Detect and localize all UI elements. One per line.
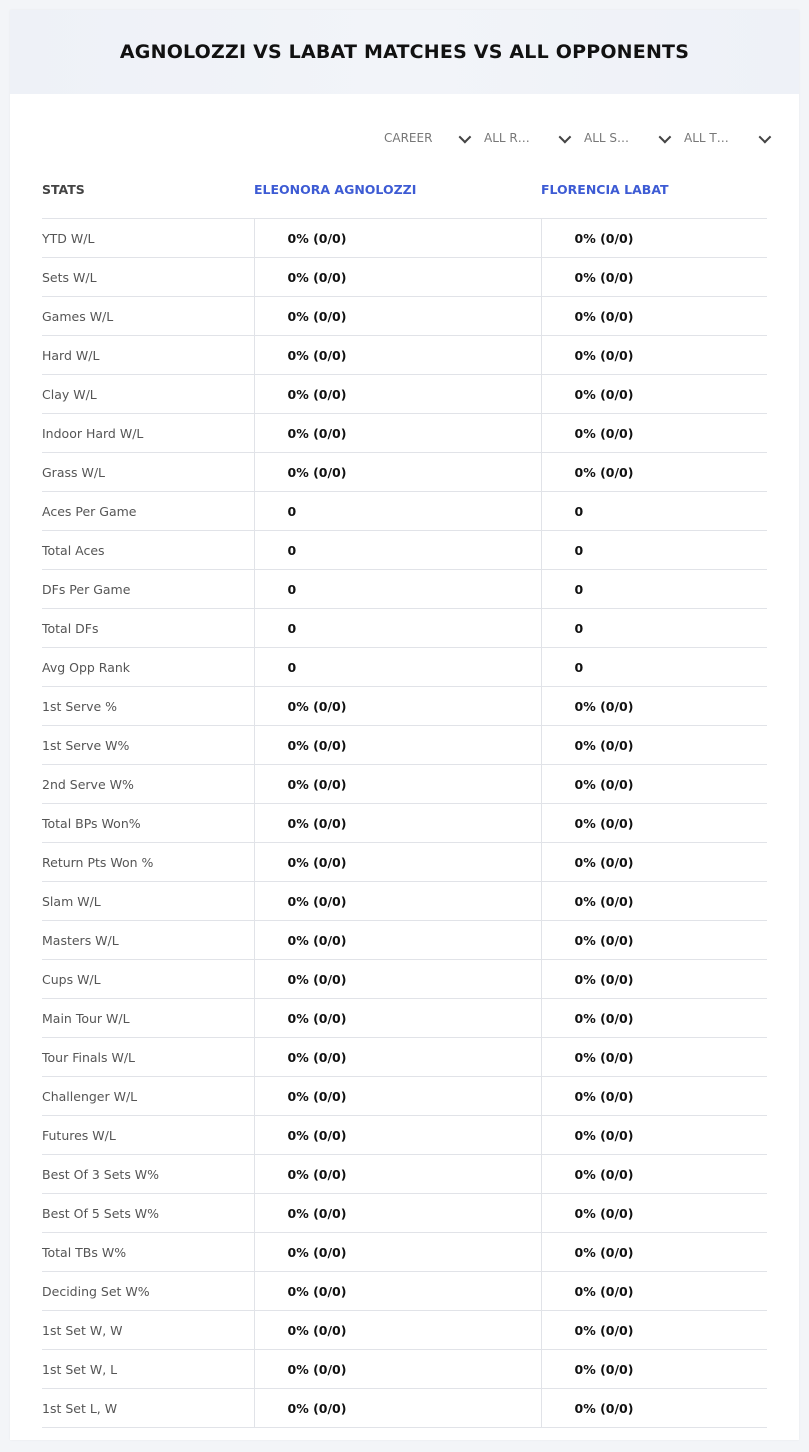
stat-label: Tour Finals W/L xyxy=(42,1038,254,1077)
player1-value: 0% (0/0) xyxy=(254,1116,541,1155)
stat-label: YTD W/L xyxy=(42,219,254,258)
player1-value: 0% (0/0) xyxy=(254,765,541,804)
filter-surface-label: ALL S… xyxy=(584,131,630,145)
stat-label: Games W/L xyxy=(42,297,254,336)
table-row xyxy=(42,765,767,804)
player2-value: 0% (0/0) xyxy=(541,1194,767,1233)
table-row xyxy=(42,1350,767,1389)
player1-value: 0% (0/0) xyxy=(254,1350,541,1389)
page-header xyxy=(10,10,799,94)
player2-value: 0% (0/0) xyxy=(541,1272,767,1311)
filter-tournament-select[interactable] xyxy=(680,128,780,148)
stat-label: Clay W/L xyxy=(42,375,254,414)
table-row xyxy=(42,219,767,258)
stat-label: 1st Serve % xyxy=(42,687,254,726)
table-row xyxy=(42,492,767,531)
table-header-row xyxy=(42,160,767,219)
player2-value: 0% (0/0) xyxy=(541,882,767,921)
player2-value: 0% (0/0) xyxy=(541,1077,767,1116)
stats-column-header: STATS xyxy=(42,160,254,219)
stat-label: 1st Set W, L xyxy=(42,1350,254,1389)
table-row xyxy=(42,336,767,375)
player1-value: 0% (0/0) xyxy=(254,999,541,1038)
table-row xyxy=(42,882,767,921)
stat-label: Sets W/L xyxy=(42,258,254,297)
stat-label: 1st Set L, W xyxy=(42,1389,254,1428)
player1-value: 0% (0/0) xyxy=(254,1272,541,1311)
player1-value: 0% (0/0) xyxy=(254,414,541,453)
player1-value: 0 xyxy=(254,492,541,531)
stat-label: Slam W/L xyxy=(42,882,254,921)
player1-value: 0% (0/0) xyxy=(254,1155,541,1194)
stat-label: Best Of 3 Sets W% xyxy=(42,1155,254,1194)
player2-value: 0% (0/0) xyxy=(541,1038,767,1077)
table-row xyxy=(42,726,767,765)
table-row xyxy=(42,687,767,726)
stat-label: Grass W/L xyxy=(42,453,254,492)
table-row xyxy=(42,375,767,414)
filter-surface-select[interactable] xyxy=(580,128,680,148)
chevron-down-icon xyxy=(759,130,772,143)
player2-value: 0% (0/0) xyxy=(541,726,767,765)
player2-value: 0% (0/0) xyxy=(541,843,767,882)
stat-label: Futures W/L xyxy=(42,1116,254,1155)
player1-value: 0% (0/0) xyxy=(254,960,541,999)
player2-column-header[interactable]: FLORENCIA LABAT xyxy=(541,160,767,219)
table-row xyxy=(42,921,767,960)
player1-value: 0 xyxy=(254,570,541,609)
page-title: AGNOLOZZI VS LABAT MATCHES VS ALL OPPONENTS xyxy=(119,41,690,63)
player2-value: 0 xyxy=(541,609,767,648)
stats-table xyxy=(42,160,767,1428)
filter-period-label: CAREER xyxy=(384,131,433,145)
player1-value: 0% (0/0) xyxy=(254,1311,541,1350)
player2-value: 0% (0/0) xyxy=(541,1389,767,1428)
stat-label: Challenger W/L xyxy=(42,1077,254,1116)
filter-bar xyxy=(380,128,780,148)
table-row xyxy=(42,1311,767,1350)
player2-value: 0% (0/0) xyxy=(541,804,767,843)
table-row xyxy=(42,1272,767,1311)
table-row xyxy=(42,1233,767,1272)
stat-label: Total Aces xyxy=(42,531,254,570)
player2-value: 0% (0/0) xyxy=(541,765,767,804)
stat-label: Total BPs Won% xyxy=(42,804,254,843)
player1-column-header[interactable]: ELEONORA AGNOLOZZI xyxy=(254,160,541,219)
player2-value: 0% (0/0) xyxy=(541,414,767,453)
player2-value: 0% (0/0) xyxy=(541,1350,767,1389)
table-row xyxy=(42,1389,767,1428)
player2-value: 0% (0/0) xyxy=(541,258,767,297)
table-row xyxy=(42,531,767,570)
player1-value: 0% (0/0) xyxy=(254,375,541,414)
table-row xyxy=(42,609,767,648)
player1-value: 0 xyxy=(254,531,541,570)
player1-value: 0 xyxy=(254,609,541,648)
player1-value: 0% (0/0) xyxy=(254,297,541,336)
table-row xyxy=(42,960,767,999)
player1-value: 0% (0/0) xyxy=(254,1077,541,1116)
stat-label: Cups W/L xyxy=(42,960,254,999)
table-row xyxy=(42,804,767,843)
stat-label: Main Tour W/L xyxy=(42,999,254,1038)
player1-value: 0% (0/0) xyxy=(254,1194,541,1233)
player1-value: 0% (0/0) xyxy=(254,687,541,726)
stat-label: Return Pts Won % xyxy=(42,843,254,882)
player2-value: 0% (0/0) xyxy=(541,960,767,999)
stat-label: 2nd Serve W% xyxy=(42,765,254,804)
stat-label: 1st Set W, W xyxy=(42,1311,254,1350)
table-row xyxy=(42,1155,767,1194)
table-row xyxy=(42,1116,767,1155)
player2-value: 0 xyxy=(541,492,767,531)
stat-label: Hard W/L xyxy=(42,336,254,375)
stat-label: Avg Opp Rank xyxy=(42,648,254,687)
filter-tournament-label: ALL T… xyxy=(684,131,729,145)
player1-value: 0% (0/0) xyxy=(254,1038,541,1077)
table-row xyxy=(42,414,767,453)
table-row xyxy=(42,1038,767,1077)
table-row xyxy=(42,1077,767,1116)
player2-value: 0% (0/0) xyxy=(541,375,767,414)
player1-value: 0% (0/0) xyxy=(254,921,541,960)
stat-label: DFs Per Game xyxy=(42,570,254,609)
filter-period-select[interactable] xyxy=(380,128,480,148)
player2-value: 0% (0/0) xyxy=(541,921,767,960)
stat-label: Total DFs xyxy=(42,609,254,648)
player1-value: 0% (0/0) xyxy=(254,726,541,765)
player2-value: 0% (0/0) xyxy=(541,336,767,375)
table-row xyxy=(42,999,767,1038)
stat-label: Best Of 5 Sets W% xyxy=(42,1194,254,1233)
player1-value: 0% (0/0) xyxy=(254,258,541,297)
player2-value: 0% (0/0) xyxy=(541,1311,767,1350)
stat-label: Aces Per Game xyxy=(42,492,254,531)
stat-label: Deciding Set W% xyxy=(42,1272,254,1311)
player1-value: 0% (0/0) xyxy=(254,453,541,492)
player2-value: 0% (0/0) xyxy=(541,1233,767,1272)
player2-value: 0 xyxy=(541,570,767,609)
table-row xyxy=(42,648,767,687)
player2-value: 0 xyxy=(541,531,767,570)
stats-table-body xyxy=(42,219,767,1428)
stat-label: 1st Serve W% xyxy=(42,726,254,765)
player2-value: 0% (0/0) xyxy=(541,687,767,726)
player2-value: 0 xyxy=(541,648,767,687)
table-row xyxy=(42,297,767,336)
player2-value: 0% (0/0) xyxy=(541,999,767,1038)
stat-label: Indoor Hard W/L xyxy=(42,414,254,453)
stats-card xyxy=(10,10,799,1440)
player2-value: 0% (0/0) xyxy=(541,1116,767,1155)
player1-value: 0% (0/0) xyxy=(254,1233,541,1272)
table-row xyxy=(42,258,767,297)
player1-value: 0 xyxy=(254,648,541,687)
player2-value: 0% (0/0) xyxy=(541,297,767,336)
table-row xyxy=(42,1194,767,1233)
player2-value: 0% (0/0) xyxy=(541,453,767,492)
player1-value: 0% (0/0) xyxy=(254,882,541,921)
filter-round-select[interactable] xyxy=(480,128,580,148)
player2-value: 0% (0/0) xyxy=(541,1155,767,1194)
chevron-down-icon xyxy=(459,130,472,143)
player1-value: 0% (0/0) xyxy=(254,1389,541,1428)
player1-value: 0% (0/0) xyxy=(254,219,541,258)
stat-label: Total TBs W% xyxy=(42,1233,254,1272)
player1-value: 0% (0/0) xyxy=(254,843,541,882)
chevron-down-icon xyxy=(559,130,572,143)
player1-value: 0% (0/0) xyxy=(254,336,541,375)
stat-label: Masters W/L xyxy=(42,921,254,960)
chevron-down-icon xyxy=(659,130,672,143)
player2-value: 0% (0/0) xyxy=(541,219,767,258)
table-row xyxy=(42,570,767,609)
player1-value: 0% (0/0) xyxy=(254,804,541,843)
table-row xyxy=(42,453,767,492)
table-row xyxy=(42,843,767,882)
filter-round-label: ALL R… xyxy=(484,131,530,145)
